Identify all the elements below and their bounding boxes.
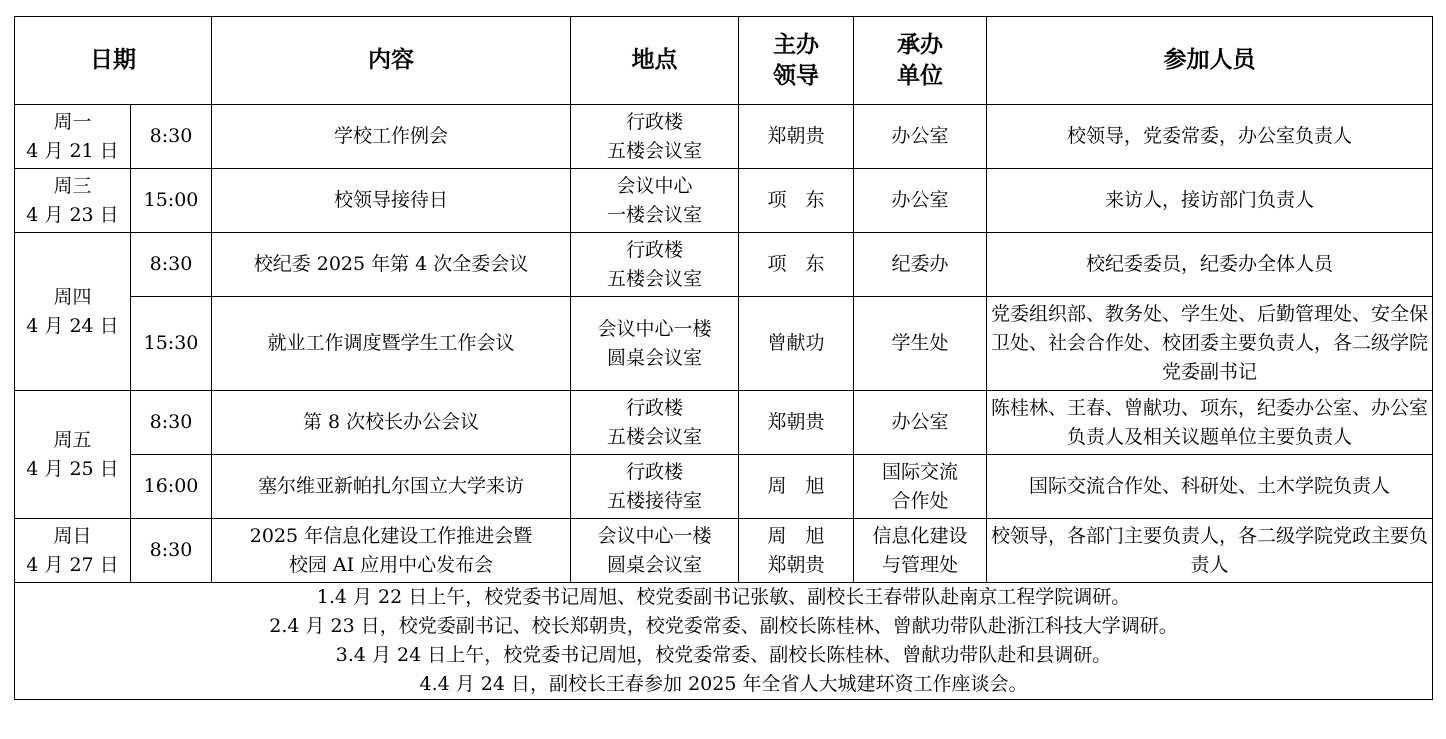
content-cell: 学校工作例会 — [212, 105, 571, 169]
table-row — [15, 105, 1433, 169]
host-cell: 周 旭 — [739, 455, 854, 519]
host-cell: 项 东 — [739, 169, 854, 233]
time-cell: 8:30 — [131, 105, 212, 169]
note-item: 4.4 月 24 日，副校长王春参加 2025 年全省人大城建环资工作座谈会。 — [419, 673, 1028, 695]
time-cell: 15:30 — [131, 297, 212, 391]
organizer-cell: 国际交流 合作处 — [854, 455, 987, 519]
day-cell: 周四 4 月 24 日 — [15, 233, 131, 391]
header-location: 地点 — [571, 17, 739, 105]
organizer-cell: 学生处 — [854, 297, 987, 391]
host-cell: 周 旭 郑朝贵 — [739, 519, 854, 583]
organizer-cell: 办公室 — [854, 105, 987, 169]
participants-cell: 校领导，各部门主要负责人，各二级学院党政主要负责人 — [987, 519, 1433, 583]
table-row — [15, 297, 1433, 391]
organizer-cell: 办公室 — [854, 391, 987, 455]
time-cell: 8:30 — [131, 233, 212, 297]
host-cell: 项 东 — [739, 233, 854, 297]
organizer-cell: 纪委办 — [854, 233, 987, 297]
content-cell: 校纪委 2025 年第 4 次全委会议 — [212, 233, 571, 297]
note-item: 1.4 月 22 日上午，校党委书记周旭、校党委副书记张敏、副校长王春带队赴南京工程学院调研。 — [316, 586, 1131, 608]
header-organizer: 承办 单位 — [854, 17, 987, 105]
participants-cell: 来访人，接访部门负责人 — [987, 169, 1433, 233]
participants-cell: 校纪委委员，纪委办全体人员 — [987, 233, 1433, 297]
day-cell: 周五 4 月 25 日 — [15, 391, 131, 519]
header-date: 日期 — [15, 17, 212, 105]
day-cell: 周日 4 月 27 日 — [15, 519, 131, 583]
table-row — [15, 391, 1433, 455]
organizer-cell: 办公室 — [854, 169, 987, 233]
table-row — [15, 169, 1433, 233]
content-cell: 2025 年信息化建设工作推进会暨 校园 AI 应用中心发布会 — [212, 519, 571, 583]
time-cell: 16:00 — [131, 455, 212, 519]
table-row — [15, 455, 1433, 519]
notes-cell — [15, 583, 1433, 700]
time-cell: 8:30 — [131, 519, 212, 583]
table-row — [15, 519, 1433, 583]
header-row — [15, 17, 1433, 105]
location-cell: 会议中心 一楼会议室 — [571, 169, 739, 233]
location-cell: 行政楼 五楼会议室 — [571, 391, 739, 455]
participants-cell: 陈桂林、王春、曾献功、项东，纪委办公室、办公室负责人及相关议题单位主要负责人 — [987, 391, 1433, 455]
location-cell: 行政楼 五楼会议室 — [571, 233, 739, 297]
schedule-table — [14, 16, 1433, 700]
host-cell: 郑朝贵 — [739, 105, 854, 169]
host-cell: 曾献功 — [739, 297, 854, 391]
location-cell: 行政楼 五楼接待室 — [571, 455, 739, 519]
table-row — [15, 233, 1433, 297]
participants-cell: 校领导，党委常委，办公室负责人 — [987, 105, 1433, 169]
host-cell: 郑朝贵 — [739, 391, 854, 455]
content-cell: 塞尔维亚新帕扎尔国立大学来访 — [212, 455, 571, 519]
header-content: 内容 — [212, 17, 571, 105]
content-cell: 校领导接待日 — [212, 169, 571, 233]
note-item: 2.4 月 23 日，校党委副书记、校长郑朝贵，校党委常委、副校长陈桂林、曾献功带队赴浙江科技大学调研。 — [269, 615, 1178, 637]
header-participants: 参加人员 — [987, 17, 1433, 105]
location-cell: 会议中心一楼 圆桌会议室 — [571, 297, 739, 391]
day-cell: 周一 4 月 21 日 — [15, 105, 131, 169]
location-cell: 行政楼 五楼会议室 — [571, 105, 739, 169]
time-cell: 15:00 — [131, 169, 212, 233]
location-cell: 会议中心一楼 圆桌会议室 — [571, 519, 739, 583]
participants-cell: 国际交流合作处、科研处、土木学院负责人 — [987, 455, 1433, 519]
notes-row — [15, 583, 1433, 700]
content-cell: 第 8 次校长办公会议 — [212, 391, 571, 455]
header-host: 主办 领导 — [739, 17, 854, 105]
organizer-cell: 信息化建设 与管理处 — [854, 519, 987, 583]
note-item: 3.4 月 24 日上午，校党委书记周旭，校党委常委、副校长陈桂林、曾献功带队赴和县调研。 — [335, 644, 1112, 666]
time-cell: 8:30 — [131, 391, 212, 455]
day-cell: 周三 4 月 23 日 — [15, 169, 131, 233]
content-cell: 就业工作调度暨学生工作会议 — [212, 297, 571, 391]
participants-cell: 党委组织部、教务处、学生处、后勤管理处、安全保卫处、社会合作处、校团委主要负责人，各二级学院党委副书记 — [987, 297, 1433, 391]
